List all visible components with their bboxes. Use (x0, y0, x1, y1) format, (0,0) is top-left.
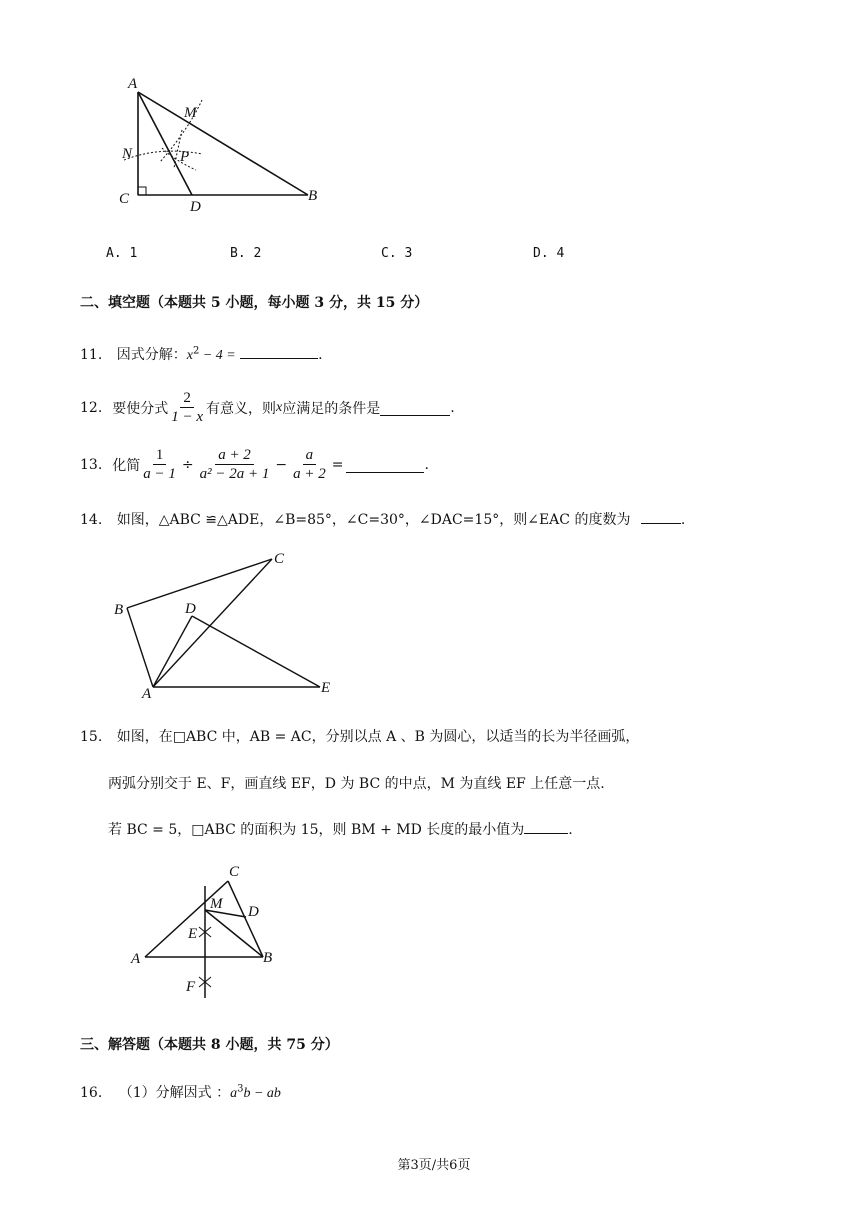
q11-number: 11. (80, 347, 103, 363)
q16-number: 16. (80, 1085, 103, 1101)
q13-f1-num: 1 (153, 446, 167, 465)
label-e: E (188, 926, 198, 942)
question-16 (80, 1082, 281, 1102)
label-m: M (184, 105, 197, 121)
q13-f2-num: a + 2 (215, 446, 254, 465)
q12-suffix: 应满足的条件是 (282, 400, 381, 417)
label-d: D (185, 601, 196, 617)
q13-op1: ÷ (181, 456, 194, 473)
q16-expr-rest: b − ab (243, 1086, 281, 1101)
segment-bc (127, 559, 272, 608)
segment-de (192, 616, 320, 687)
choice-b: B. 2 (230, 246, 262, 261)
label-b: B (263, 950, 273, 966)
q14-number: 14. (80, 512, 103, 528)
q15-line3: 若 BC = 5，□ABC 的面积为 15，则 BM + MD 长度的最小值为 (108, 822, 525, 838)
q13-fraction-2 (197, 446, 273, 483)
section-3-title: 三、解答题（本题共 8 小题，共 75 分） (80, 1037, 339, 1053)
label-c: C (229, 864, 240, 880)
label-c: C (274, 551, 285, 567)
label-d: D (248, 904, 259, 920)
choice-c: C. 3 (381, 246, 413, 261)
q13-f3-num: a (303, 446, 317, 465)
figure-q10 (100, 70, 340, 220)
q12-var: x (276, 399, 283, 415)
question-12 (80, 389, 455, 426)
q15-answer-blank[interactable] (524, 833, 568, 834)
label-a: A (131, 951, 141, 967)
figure-q15 (125, 860, 295, 1000)
q13-fraction-1 (140, 446, 179, 483)
segment-ab (138, 92, 308, 195)
q12-frac-num: 2 (180, 389, 194, 408)
label-f: F (186, 979, 196, 995)
q11-answer-blank[interactable] (240, 358, 318, 359)
q12-number: 12. (80, 399, 103, 416)
q15-end: . (568, 822, 573, 838)
q13-answer-blank[interactable] (346, 456, 424, 473)
segment-ba (127, 608, 153, 687)
q15-line1: 如图，在□ABC 中，AB = AC，分别以点 A 、B 为圆心，以适当的长为半径画弧， (116, 729, 640, 745)
q13-end: . (424, 456, 429, 473)
q15-number: 15. (80, 729, 103, 745)
section-2-title: 二、填空题（本题共 5 小题，每小题 3 分，共 15 分） (80, 295, 429, 311)
q11-expr-exp: 2 (192, 345, 200, 357)
label-n: N (122, 146, 133, 162)
arc-n (124, 151, 202, 160)
label-p: P (180, 149, 190, 165)
label-a: A (128, 76, 138, 92)
q13-fraction-3 (290, 446, 329, 483)
q13-number: 13. (80, 456, 103, 473)
label-d: D (190, 199, 201, 215)
label-m: M (210, 896, 223, 912)
q12-end: . (450, 399, 455, 416)
q13-prefix: 化简 (112, 457, 141, 474)
segment-ac (153, 559, 272, 687)
label-b: B (308, 188, 318, 204)
q13-eq: = (331, 456, 344, 473)
label-e: E (321, 680, 331, 696)
question-14 (80, 509, 685, 529)
q12-frac-den: 1 − x (171, 409, 204, 425)
q13-f2-den: a² − 2a + 1 (199, 466, 270, 482)
q15-line2: 两弧分别交于 E、F，画直线 EF，D 为 BC 的中点，M 为直线 EF 上任意一点. (108, 776, 605, 792)
q11-prefix: 因式分解： (116, 347, 187, 363)
q11-expr-rest: − 4 = (199, 348, 236, 363)
question-15-line-3 (108, 819, 573, 839)
figure-q14 (108, 545, 348, 705)
q11-expr-base: x (186, 348, 193, 363)
q16-expr-exp: 3 (237, 1083, 244, 1095)
question-11 (80, 344, 323, 364)
q12-prefix: 要使分式 (112, 400, 169, 417)
label-c: C (119, 191, 130, 207)
q16-expr-a: a (230, 1086, 238, 1101)
question-13 (80, 446, 429, 483)
q14-end: . (680, 512, 686, 528)
label-a: A (142, 686, 152, 702)
q13-op2: − (275, 456, 288, 473)
q14-text: 如图，△ABC ≌△ADE，∠B=85°，∠C=30°，∠DAC=15°，则∠EAC 的度数为 (116, 512, 631, 528)
choice-a: A. 1 (106, 246, 138, 261)
q12-mid: 有意义，则 (206, 400, 277, 417)
choice-d: D. 4 (533, 246, 565, 261)
q16-text: （1）分解因式 ： (118, 1085, 231, 1101)
q12-answer-blank[interactable] (380, 399, 450, 416)
page-number: 第3页/共6页 (397, 1158, 471, 1173)
q13-f1-den: a − 1 (143, 466, 176, 482)
q11-end: . (318, 347, 323, 363)
label-b: B (114, 602, 124, 618)
q13-f3-den: a + 2 (293, 466, 326, 482)
q14-answer-blank[interactable] (641, 523, 681, 524)
q12-fraction (168, 389, 206, 426)
right-angle-mark (138, 187, 146, 195)
question-15-line-1 (80, 726, 639, 746)
